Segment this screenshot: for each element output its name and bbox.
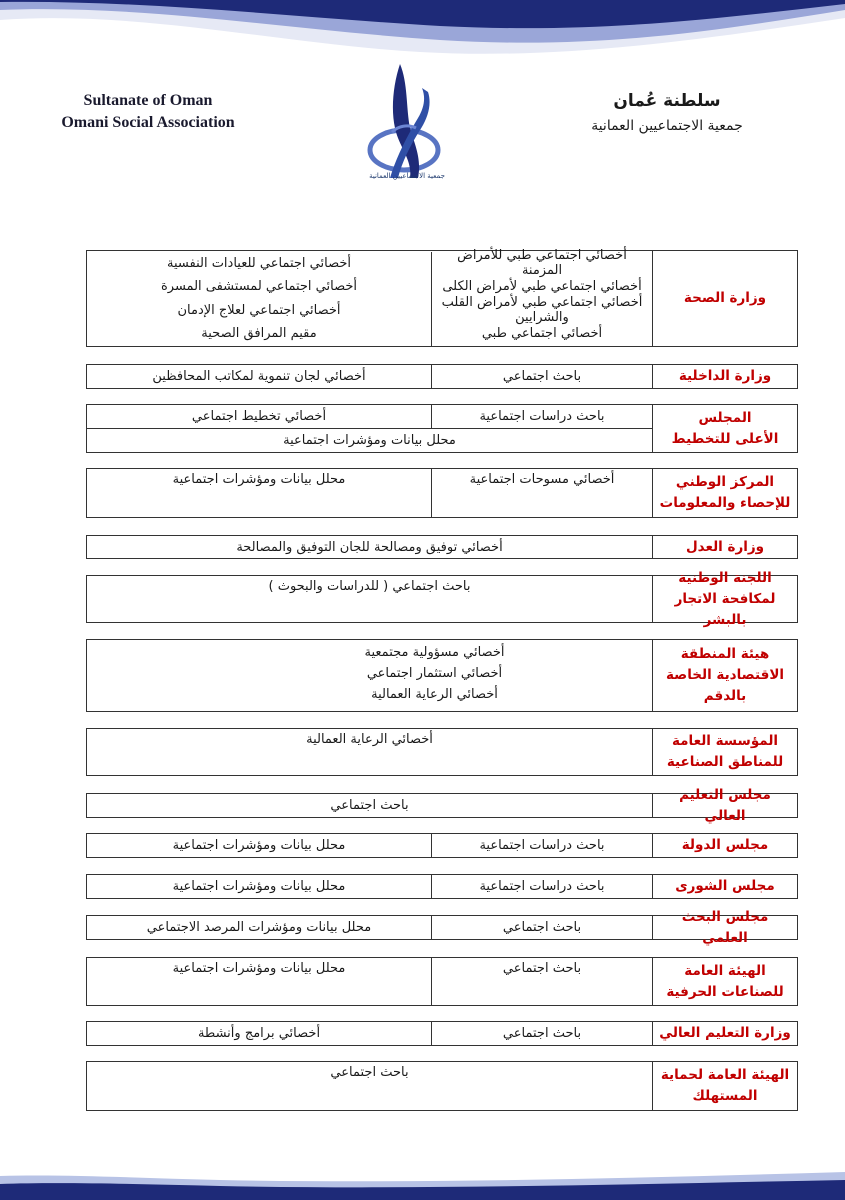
ministry-label: الهيئة العامة لحماية المستهلك xyxy=(652,1062,797,1110)
job-cell: أخصائي توفيق ومصالحة للجان التوفيق والمصالحة xyxy=(236,539,503,555)
job-cell: باحث اجتماعي xyxy=(431,958,652,1005)
ministry-label: وزارة الداخلية xyxy=(652,365,797,388)
ministry-label: مجلس الدولة xyxy=(652,834,797,857)
block-duqm-sez-authority xyxy=(86,639,798,712)
block-higher-education-council xyxy=(86,786,798,824)
job-cell: باحث دراسات اجتماعية xyxy=(431,875,652,898)
job-cell: محلل بيانات ومؤشرات اجتماعية xyxy=(172,879,346,894)
job-cell: أخصائي اجتماعي للعيادات النفسية xyxy=(167,255,351,271)
english-header xyxy=(48,90,248,134)
job-cell: باحث اجتماعي xyxy=(431,916,652,939)
arabic-country-name: سلطنة عُمان xyxy=(613,91,721,111)
ministry-label: المجلس الأعلى للتخطيط xyxy=(652,405,797,452)
english-association-name: Omani Social Association xyxy=(61,114,235,131)
ministry-label: مجلس البحث العلمي xyxy=(652,916,797,939)
job-item: أخصائي الرعاية العمالية xyxy=(371,687,498,702)
ministry-label: مجلس الشورى xyxy=(652,875,797,898)
job-cell: أخصائي اجتماعي طبي للأمراض المزمنة xyxy=(431,252,652,276)
job-cell: أخصائي الرعاية العمالية xyxy=(306,732,433,747)
block-anti-trafficking-committee xyxy=(86,569,798,628)
job-cell: محلل بيانات ومؤشرات اجتماعية xyxy=(283,433,456,448)
ministry-label: وزارة الصحة xyxy=(652,251,797,346)
job-cell: محلل بيانات ومؤشرات المرصد الاجتماعي xyxy=(146,920,372,935)
job-cell: محلل بيانات ومؤشرات اجتماعية xyxy=(172,838,346,853)
job-cell: أخصائي برامج وأنشطة xyxy=(197,1026,321,1041)
job-cell: أخصائي اجتماعي لمستشفى المسرة xyxy=(160,279,358,295)
block-ministry-of-interior xyxy=(86,364,798,389)
job-cell: أخصائي اجتماعي طبي xyxy=(431,322,652,346)
job-cell: أخصائي تخطيط اجتماعي xyxy=(191,409,327,424)
job-cell: محلل بيانات ومؤشرات اجتماعية xyxy=(172,472,346,487)
ministry-label: مجلس التعليم العالي xyxy=(652,794,797,817)
block-ministry-higher-education xyxy=(86,1021,798,1046)
block-shura-council xyxy=(86,874,798,899)
job-cell: باحث اجتماعي xyxy=(431,1022,652,1045)
english-country-name: Sultanate of Oman xyxy=(83,92,213,109)
job-cell: أخصائي مسوحات اجتماعية xyxy=(431,469,652,517)
job-cell: باحث دراسات اجتماعية xyxy=(431,405,652,428)
block-national-statistics-centre xyxy=(86,468,798,518)
block-supreme-council-planning xyxy=(86,404,798,453)
job-item: أخصائي استثمار اجتماعي xyxy=(366,666,503,681)
block-research-council xyxy=(86,908,798,946)
block-craft-industries-authority xyxy=(86,957,798,1006)
job-cell: محلل بيانات ومؤشرات اجتماعية xyxy=(172,961,346,976)
block-ministry-of-justice xyxy=(86,535,798,559)
arabic-association-name: جمعية الاجتماعيين العمانية xyxy=(591,118,743,134)
job-cell: باحث اجتماعي xyxy=(431,365,652,388)
block-ministry-of-health xyxy=(86,250,798,347)
job-cell: باحث اجتماعي ( للدراسات والبحوث ) xyxy=(268,579,471,594)
ministry-label: وزارة التعليم العالي xyxy=(652,1022,797,1045)
ministry-label: هيئة المنطقة الاقتصادية الخاصة بالدقم xyxy=(652,640,797,711)
job-cell: أخصائي اجتماعي لعلاج الإدمان xyxy=(177,302,341,318)
ministry-label: الهيئة العامة للصناعات الحرفية xyxy=(652,958,797,1005)
footer-wave-decoration xyxy=(0,1154,845,1200)
arabic-header xyxy=(537,88,797,138)
ministry-label: وزارة العدل xyxy=(652,536,797,558)
job-cell: باحث اجتماعي xyxy=(330,798,409,813)
block-consumer-protection-authority xyxy=(86,1061,798,1111)
job-cell: باحث اجتماعي xyxy=(330,1065,409,1080)
job-cell: أخصائي اجتماعي طبي لأمراض الكلى xyxy=(431,275,652,299)
block-industrial-estates xyxy=(86,728,798,776)
logo-caption: جمعية الاجتماعيين العمانية xyxy=(369,172,445,180)
job-cell: أخصائي لجان تنموية لمكاتب المحافظين xyxy=(152,369,366,384)
association-logo xyxy=(362,58,452,208)
job-cell: باحث دراسات اجتماعية xyxy=(431,834,652,857)
block-state-council xyxy=(86,833,798,858)
ministry-label: المركز الوطني للإحصاء والمعلومات xyxy=(652,469,797,517)
job-cell: مقيم المرافق الصحية xyxy=(201,326,317,342)
ministry-label: اللجنة الوطنية لمكافحة الاتجار بالبشر xyxy=(652,576,797,622)
job-cell: أخصائي اجتماعي طبي لأمراض القلب والشرايين xyxy=(431,299,652,323)
ministry-label: المؤسسة العامة للمناطق الصناعية xyxy=(652,729,797,775)
job-item: أخصائي مسؤولية مجتمعية xyxy=(364,645,505,660)
